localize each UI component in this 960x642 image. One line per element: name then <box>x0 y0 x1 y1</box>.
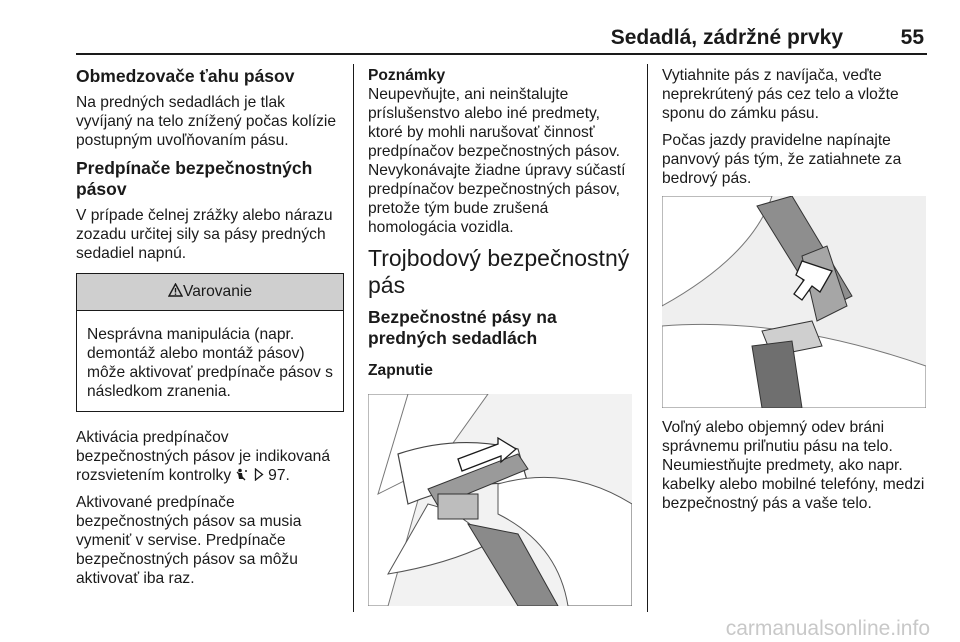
column-divider-2 <box>647 64 648 612</box>
paragraph-tension-belt: Počas jazdy pravidelne napínajte panvový pás tým, že zatiahnete za bedrový pás. <box>662 132 902 187</box>
page-reference-icon <box>254 468 264 481</box>
warning-text: Nesprávna manipulácia (napr. demontáž alebo montáž pásov) môže aktivovať predpínače pásov s následkom zranenia. <box>87 326 333 400</box>
warning-header <box>77 274 343 311</box>
paragraph-pretensioners: V prípade čelnej zrážky alebo nárazu zozadu určitej sily sa pásy predných sedadiel napnú. <box>76 207 333 262</box>
paragraph-limiters: Na predných sedadlách je tlak vyvíjaný na telo znížený počas kolízie postupným uvoľňovaním pásu. <box>76 94 337 149</box>
watermark: carmanualsonline.info <box>725 617 930 640</box>
heading-belt-force-limiters: Obmedzovače ťahu pásov <box>76 66 295 86</box>
buckle-illustration <box>662 196 926 408</box>
note-title: Poznámky <box>368 67 446 84</box>
heading-front-seat-belts: Bezpečnostné pásy na predných sedadlách <box>368 307 557 348</box>
seatbelt-pretensioner-indicator-icon <box>235 468 249 482</box>
column-left <box>76 66 344 596</box>
column-right <box>662 66 928 521</box>
warning-body <box>77 311 343 411</box>
warning-title: Varovanie <box>182 283 253 300</box>
heading-pretensioners: Predpínače bezpečnostných pásov <box>76 158 313 199</box>
heading-fastening: Zapnutie <box>368 362 433 379</box>
activation-text: Aktivácia predpínačov bezpečnostných pásov je indikovaná rozsvietením kontrolky <box>76 429 330 484</box>
heading-three-point-belt: Trojbodový bezpečnostný pás <box>368 245 630 298</box>
column-divider-1 <box>353 64 354 612</box>
activation-page-ref: 97. <box>268 467 290 484</box>
note-text: Neupevňujte, ani neinštalujte príslušenstvo alebo iné predmety, ktoré by mohli narušovať činnosť predpínačov bezpečnostných pásov. Nevykonávajte žiadne úpravy súčastí predpínačov bezpečnostných pásov, pretože tým bude zrušená homologácia vozidla. <box>368 86 626 236</box>
paragraph-activation <box>76 428 344 485</box>
page-number: 55 <box>900 26 924 49</box>
header-rule <box>76 53 927 55</box>
page-header-title: Sedadlá, zádržné prvky <box>610 26 843 49</box>
warning-box <box>76 273 344 412</box>
fastening-belt-illustration <box>368 394 632 606</box>
paragraph-activated: Aktivované predpínače bezpečnostných pásov sa musia vymeniť v servise. Predpínače bezpečnostných pásov sa môžu aktivovať iba raz. <box>76 494 302 587</box>
paragraph-clothing: Voľný alebo objemný odev bráni správnemu priľnutiu pásu na telo. Neumiestňujte predmety, ako napr. kabelky alebo mobilné telefóny, medzi bezpečnostný pás a vaše telo. <box>662 419 925 512</box>
paragraph-pull-belt: Vytiahnite pás z navíjača, veďte neprekrútený pás cez telo a vložte sponu do zámku pásu. <box>662 67 899 122</box>
column-middle <box>368 66 636 616</box>
warning-triangle-icon <box>168 283 183 297</box>
